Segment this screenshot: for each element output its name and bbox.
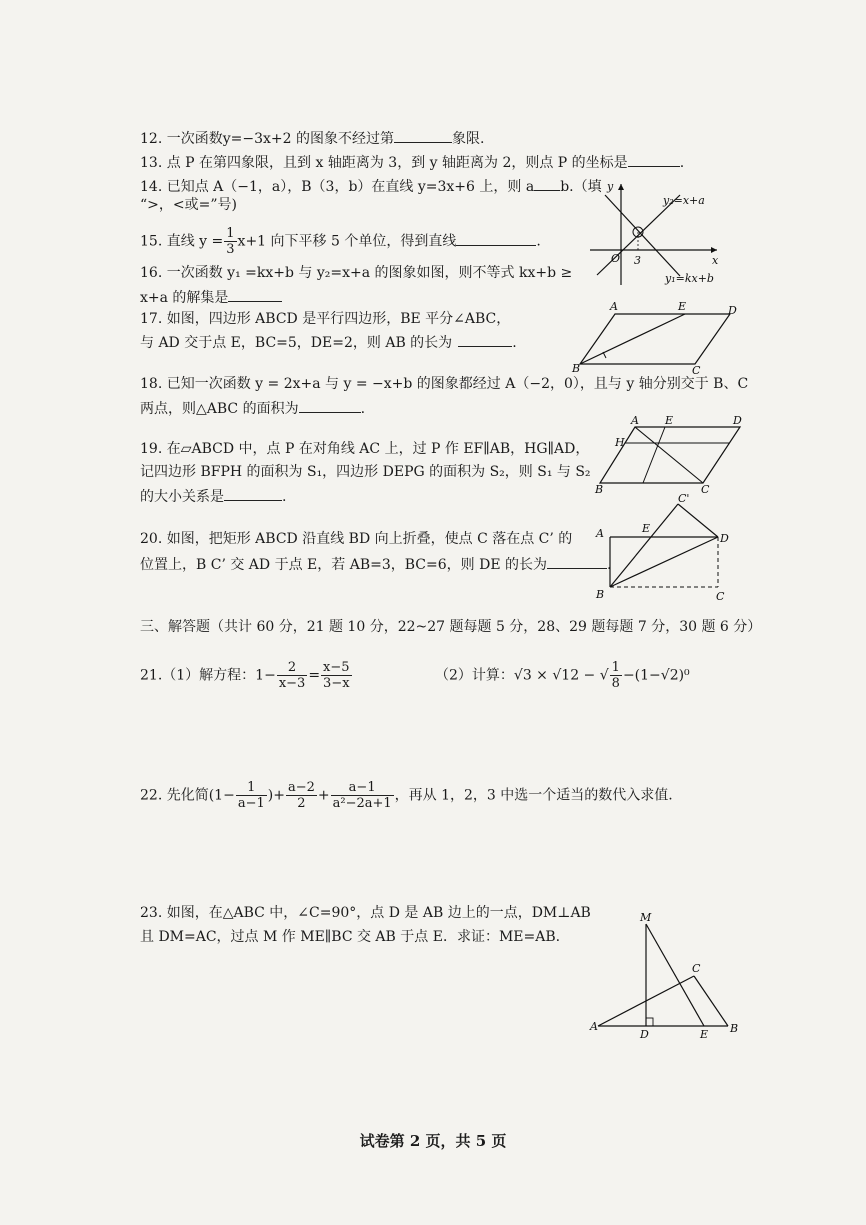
segment-me: [646, 924, 704, 1026]
label-b: B: [572, 362, 581, 375]
fraction-denominator: 8: [611, 676, 620, 691]
answer-blank[interactable]: [458, 332, 512, 347]
segment-c-prime-d: [678, 504, 718, 537]
question-20-line2: [140, 554, 611, 574]
fraction: [277, 660, 308, 691]
question-23-line2: 且 DM=AC，过点 M 作 ME∥BC 交 AB 于点 E．求证：ME=AB.: [140, 929, 561, 945]
answer-blank[interactable]: [456, 231, 536, 246]
answer-blank[interactable]: [534, 176, 560, 191]
q15-text-mid: x+1 向下平移 5 个单位，得到直线: [237, 233, 457, 250]
x-label: x: [712, 254, 719, 267]
question-15: [140, 226, 541, 257]
fraction: [610, 660, 622, 691]
fraction-numerator: 1: [236, 780, 267, 796]
segment-be: [580, 314, 685, 364]
right-angle-mark-d: [646, 1018, 653, 1026]
q13-text-end: .: [679, 155, 685, 171]
question-19-line2: 记四边形 BFPH 的面积为 S₁，四边形 DEPG 的面积为 S₂，则 S₁ 与 S₂: [140, 464, 591, 480]
question-22: [140, 780, 673, 811]
fraction: [224, 226, 236, 257]
question-17-line1: 17. 如图，四边形 ABCD 是平行四边形，BE 平分∠ABC，: [140, 311, 511, 327]
question-19-line3: [140, 486, 286, 506]
label-d: D: [728, 304, 737, 317]
q18-text-end: .: [360, 401, 366, 417]
label-e: E: [678, 300, 687, 313]
question-18-line1: 18. 已知一次函数 y = 2x+a 与 y = −x+b 的图象都经过 A（−2，0），且与 y 轴分别交于 B、C: [140, 376, 749, 392]
y2-line-label: y₂=x+a: [663, 194, 705, 207]
label-c: C: [692, 962, 701, 975]
answer-blank[interactable]: [394, 128, 452, 143]
figure-19-parallelogram: [595, 415, 755, 499]
q16-text: x+a 的解集是: [140, 290, 229, 306]
label-c: C: [701, 483, 710, 496]
question-21-part1: [140, 660, 353, 691]
q17-text: 与 AD 交于点 E，BC=5，DE=2，则 AB 的长为: [140, 335, 453, 351]
fraction-numerator: a−2: [287, 780, 315, 795]
operator: +: [317, 787, 330, 804]
fraction: [331, 780, 394, 811]
q14-text-end: b.（填: [560, 179, 602, 195]
q19-text: 的大小关系是: [140, 489, 224, 505]
question-16-line2: [140, 287, 282, 307]
figure-23-triangle: [590, 910, 740, 1049]
fraction-numerator: x−5: [323, 660, 350, 675]
question-14-line1: [140, 176, 602, 196]
label-c: C: [692, 364, 701, 377]
fraction-numerator: 1: [226, 226, 235, 241]
figure-20-folded-rectangle: [590, 492, 735, 611]
fraction-denominator: 2: [297, 796, 306, 811]
q20-text-end: .: [606, 557, 612, 573]
q19-text-end: .: [282, 489, 287, 505]
question-14-line2: “>，<或=”号): [140, 197, 237, 213]
segment-ef: [643, 427, 665, 483]
label-a: A: [631, 414, 639, 427]
fraction-denominator: 3−x: [323, 676, 350, 691]
label-h: H: [615, 436, 625, 449]
y1-line-label: y₁=kx+b: [665, 272, 714, 285]
x-axis-arrow-icon: [711, 247, 717, 253]
q22-text-end: ，再从 1，2，3 中选一个适当的数代入求值.: [394, 787, 673, 804]
question-21-part2: [435, 660, 690, 691]
fraction-numerator: a−1: [331, 780, 394, 796]
label-a: A: [610, 300, 618, 313]
question-13: [140, 152, 684, 172]
label-m: M: [640, 911, 652, 924]
label-e: E: [665, 414, 674, 427]
q15-text: 15. 直线 y =: [140, 233, 224, 250]
figure-16-graph: [585, 180, 725, 294]
answer-blank[interactable]: [224, 486, 282, 501]
fraction: [286, 780, 317, 811]
operator: )+: [267, 787, 285, 804]
q12-text: 12. 一次函数y=−3x+2 的图象不经过第: [140, 131, 394, 147]
answer-blank[interactable]: [628, 152, 680, 167]
label-e: E: [700, 1028, 709, 1041]
question-23-line1: 23. 如图，在△ABC 中，∠C=90°，点 D 是 AB 边上的一点，DM⊥AB: [140, 905, 591, 921]
q21-p2-text: （2）计算：√3 × √12 − √: [435, 667, 609, 684]
label-b: B: [596, 588, 605, 601]
question-18-line2: [140, 398, 365, 418]
parallelogram: [580, 314, 730, 364]
figure-17-parallelogram: [570, 300, 745, 379]
y-label: y: [607, 180, 614, 193]
fraction-denominator: x−3: [278, 676, 306, 691]
y-axis-arrow-icon: [618, 184, 624, 190]
q18-text: 两点，则△ABC 的面积为: [140, 401, 299, 417]
q21-p2-text-end: −(1−√2)⁰: [622, 667, 690, 684]
origin-label: O: [611, 252, 621, 265]
fraction-denominator: a−1: [237, 796, 265, 811]
equals-sign: =: [308, 667, 321, 684]
q12-text-end: 象限.: [451, 131, 485, 147]
answer-blank[interactable]: [228, 287, 282, 302]
label-d: D: [640, 1028, 649, 1041]
fraction-denominator: 3: [226, 242, 235, 257]
fraction-denominator: a²−2a+1: [332, 796, 392, 811]
label-b: B: [595, 483, 604, 496]
label-c-prime: C': [678, 492, 690, 505]
question-20-line1: 20. 如图，把矩形 ABCD 沿直线 BD 向上折叠，使点 C 落在点 C’ 的: [140, 531, 573, 547]
label-d: D: [720, 532, 729, 545]
diagonal-bd: [610, 537, 718, 587]
question-17-line2: [140, 332, 517, 352]
q17-text-end: .: [512, 335, 517, 351]
question-12: [140, 128, 484, 148]
diagonal-ac: [635, 427, 703, 483]
label-b: B: [730, 1022, 739, 1035]
fraction: [236, 780, 267, 811]
q13-text: 13. 点 P 在第四象限，且到 x 轴距离为 3，到 y 轴距离为 2，则点 P 的坐标是: [140, 155, 628, 171]
question-16-line1: 16. 一次函数 y₁ =kx+b 与 y₂=x+a 的图象如图，则不等式 kx+b ≥: [140, 265, 573, 281]
q14-text: 14. 已知点 A（−1，a），B（3，b）在直线 y=3x+6 上，则 a: [140, 179, 535, 195]
fraction-numerator: 1: [611, 660, 620, 675]
label-a: A: [596, 527, 604, 540]
fraction-numerator: 2: [277, 660, 308, 676]
q15-text-end: .: [536, 233, 541, 250]
q21-p1-text: 21.（1）解方程：1−: [140, 667, 276, 684]
section-3-heading: 三、解答题（共计 60 分，21 题 10 分，22~27 题每题 5 分，28、29 题每题 7 分，30 题 6 分）: [140, 619, 762, 635]
answer-blank[interactable]: [299, 398, 361, 413]
label-e: E: [642, 522, 651, 535]
segment-bc-prime: [610, 504, 678, 587]
label-d: D: [733, 414, 742, 427]
fraction: [321, 660, 352, 691]
q22-text: 22. 先化简(1−: [140, 787, 235, 804]
q20-text: 位置上，B C’ 交 AD 于点 E，若 AB=3，BC=6，则 DE 的长为: [140, 557, 547, 573]
label-a: A: [590, 1020, 598, 1033]
page-footer: 试卷第 2 页，共 5 页: [359, 1132, 507, 1150]
label-c: C: [716, 590, 725, 603]
tick-3-label: 3: [634, 254, 641, 267]
question-19-line1: 19. 在▱ABCD 中，点 P 在对角线 AC 上，过 P 作 EF∥AB，HG∥AD，: [140, 441, 590, 457]
